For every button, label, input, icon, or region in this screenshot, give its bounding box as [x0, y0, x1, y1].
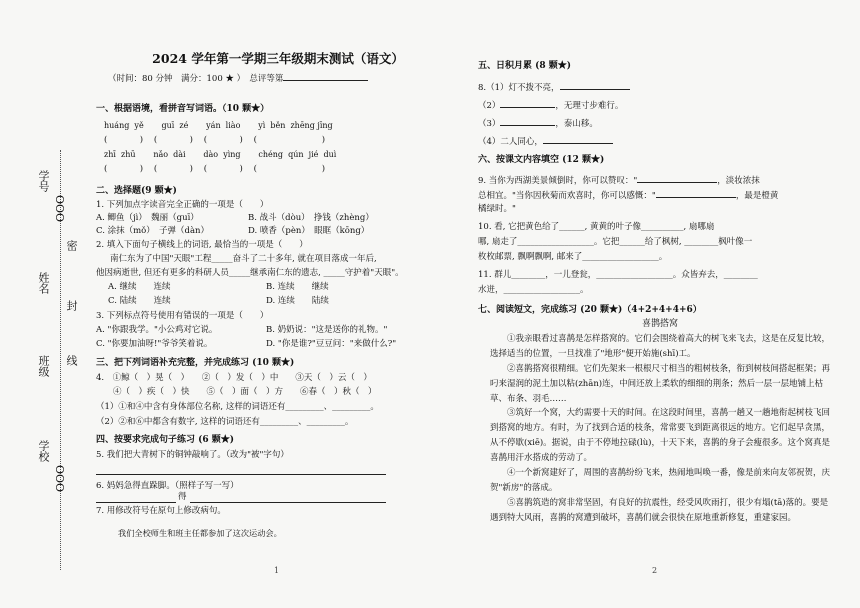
q9-line-3: 橘绿时。" — [478, 204, 516, 214]
q10-line-2[interactable]: 哪, 扇走了__________________。它把______给了枫树, ________枫叶像一 — [478, 237, 753, 247]
question-2-option-a: A. 继续 连续 — [108, 282, 171, 292]
q8-line-2-tail: ，无理寸步难行。 — [555, 101, 624, 111]
question-6-de: 得 — [178, 492, 187, 502]
passage-paragraph-5: ⑤喜鹊筑造的窝非常坚固，有良好的抗震性，经受风吹雨打，很少有塌(tā)落的。要是遇到特大风雨，喜鹊的窝遭到破坏，喜鹊们就会很快在原地重新修复，重建家园。 — [490, 497, 829, 523]
section-4-heading: 四、按要求完成句子练习 (6 颗★) — [96, 435, 235, 445]
word-exercise-1[interactable]: （1）①和④中含有身体部位名称, 这样的词语还有_________、_________。 — [96, 402, 379, 412]
answer-boxes-row-2[interactable]: ( ) ( ) ( ) ( ) — [104, 164, 326, 174]
passage-paragraph-2: ②喜鹊搭窝很精细。它们先架来一根根尺寸相当的粗树枝条，衔到树枝间搭起框架；再叼来湿润的泥土加以粘(zhān)连，中间还放上柔软的细细的荆条；然后一层一层地铺上枯草、布条、羽毛…… — [490, 363, 831, 404]
exam-meta — [108, 71, 368, 85]
q8-line-3 — [478, 116, 598, 130]
question-1: 1. 下列加点字读音完全正确的一项是（ ） — [96, 200, 269, 210]
q8-line-3-prefix: （3） — [478, 119, 501, 129]
question-7-sentence[interactable]: 我们全校师生和班主任都参加了这次运动会。 — [118, 528, 282, 538]
question-3: 3. 下列标点符号使用有错误的一项是（ ） — [96, 311, 269, 321]
question-6-answer-line-1[interactable] — [96, 502, 176, 503]
exam-meta-text: （时间：80 分钟 满分：100 ★ ） 总评等第 — [108, 74, 284, 84]
passage-paragraph-1: ①我亲眼看过喜鹊是怎样搭窝的。它们会围绕着高大的树飞来飞去，这是在反复比较，选择适当的位置，一旦找准了"地形"便开始施(shī)工。 — [490, 334, 831, 359]
q8-line-1 — [478, 80, 630, 94]
q9-line-1-text: 9. 当你为西湖美景倾倒时，你可以赞叹：" — [478, 176, 638, 186]
q9-line-2-tail: ，最是橙黄 — [735, 191, 779, 201]
section-2-heading: 二、选择题(9 颗★) — [96, 186, 177, 196]
passage-paragraph-3: ③筑好一个窝，大约需要十天的时间。在这段时间里，喜鹊一趟又一趟地衔起树枝飞回到搭窝的地方。有时，为了找到合适的枝条，常常要飞到距离很远的地方。它们起早贪黑，从不停歇(xiē)。据说，由于不停地拉碌(lù)，十天下来，喜鹊的身子会瘦很多。这个窝真是喜鹊用汗水搭成的劳动了。 — [490, 408, 831, 463]
exam-title: 2024 学年第一学期三年级期末测试（语文） — [152, 51, 404, 66]
answer-boxes-row-1[interactable]: ( ) ( ) ( ) ( ) — [104, 135, 326, 145]
q8-blank-2[interactable] — [500, 98, 555, 108]
class-label: 班级 — [37, 355, 50, 377]
page-2 — [470, 0, 850, 608]
q8-blank-3[interactable] — [500, 116, 555, 126]
question-1-option-a: A. 鲫鱼（jì） 魏丽（guī） — [96, 213, 199, 223]
q8-blank-1[interactable] — [560, 80, 630, 90]
word-completion-row-2[interactable]: ④（ ）疾（ ）快 ⑤（ ）面（ ）方 ⑥春（ ）秋（ ） — [96, 387, 377, 397]
total-grade-blank[interactable] — [283, 71, 368, 81]
question-6: 6. 妈妈急得直跺脚。（照样子写一写） — [96, 481, 239, 491]
section-3-heading: 三、把下列词语补充完整，并完成练习 (10 颗★) — [96, 358, 295, 368]
q9-line-2-text: 总相宜。"当你因秋菊而欢喜时，你可以感慨：" — [478, 191, 656, 201]
seal-mi: 密 — [65, 240, 78, 251]
section-5-heading: 五、日积月累 (8 颗★) — [478, 61, 572, 71]
question-3-option-c: C. "你要加油呀!"爷爷笑着说。 — [96, 339, 213, 349]
q8-line-2-prefix: （2） — [478, 101, 501, 111]
q8-line-4 — [478, 134, 613, 148]
q8-line-4-text: （4）二人同心， — [478, 137, 543, 147]
section-6-heading: 六、按课文内容填空 (12 颗★) — [478, 155, 605, 165]
question-1-option-b: B. 战斗（dòu） 挣钱（zhèng） — [248, 213, 374, 223]
school-label: 学校 — [37, 440, 50, 462]
seal-xian: 线 — [65, 355, 78, 366]
question-2-option-d: D. 连续 陆续 — [266, 296, 329, 306]
word-completion-row-1[interactable]: 4. ①鲸（ ）晃（ ） ②（ ）发（ ）中 ③天（ ）云（ ） — [96, 373, 372, 383]
question-2-option-c: C. 陆续 连续 — [108, 296, 171, 306]
question-3-option-a: A. "你跟我学。"小公鸡对它说。 — [96, 325, 218, 335]
reading-passage — [490, 332, 835, 525]
q9-line-2 — [478, 188, 778, 202]
word-exercise-2[interactable]: （2）②和⑥中都含有数字, 这样的词语还有_________、_________。 — [96, 417, 354, 427]
q10-line-3[interactable]: 枚枚邮票, 飘啊飘啊, 邮来了__________________。 — [478, 252, 668, 262]
q8-line-3-tail: ，泰山移。 — [555, 119, 598, 129]
question-5-answer-line[interactable] — [96, 474, 386, 475]
section-7-heading: 七、阅读短文，完成练习 (20 颗★)（4+2+4+4+6） — [478, 305, 702, 315]
q8-line-1-text: 8.（1）灯不拨不亮， — [478, 83, 560, 93]
question-1-option-c: C. 涂抹（mǒ） 子弹（dàn） — [96, 226, 210, 236]
q8-blank-4[interactable] — [543, 134, 613, 144]
pinyin-row-1: huáng yě guī zé yán liào yì běn zhēng jīng — [104, 121, 333, 130]
page-number-2: 2 — [652, 566, 658, 575]
student-number-label: 学号 — [37, 170, 50, 192]
student-number-dots: OOO — [53, 195, 66, 223]
q11-line-1[interactable]: 11. 群儿________，一儿登瓮，__________________。众皆弃去，________ — [478, 270, 758, 280]
seal-feng: 封 — [65, 300, 78, 311]
q9-line-1 — [478, 173, 760, 187]
question-6-answer-line-2[interactable] — [190, 502, 386, 503]
school-dots: OOO — [53, 465, 66, 493]
page-1 — [88, 0, 468, 608]
section-1-heading: 一、根据语境，看拼音写词语。（10 颗★） — [96, 104, 270, 114]
question-5: 5. 我们把大青树下的铜钟敲响了。（改为"被"字句） — [96, 450, 289, 460]
question-2: 2. 填入下面句子横线上的词语, 最恰当的一项是（ ） — [96, 240, 308, 250]
q10-line-1[interactable]: 10. 看, 它把黄色给了______, 黄黄的叶子像__________, 扇哪扇 — [478, 222, 715, 232]
passage-paragraph-4: ④一个新窝建好了，周围的喜鹊纷纷飞来，热闹地叫唤一番，像是前来向友邻祝贺，庆贺"新房"的落成。 — [490, 467, 831, 493]
student-name-label: 姓名 — [37, 272, 50, 294]
q9-blank-2[interactable] — [656, 188, 736, 198]
question-1-option-d: D. 喷香（pèn） 眼眶（kōng） — [248, 226, 370, 236]
question-7: 7. 用修改符号在原句上修改病句。 — [96, 506, 226, 516]
question-2-option-b: B. 连续 继续 — [266, 282, 329, 292]
q11-line-2[interactable]: 水迸，__________________。 — [478, 285, 589, 295]
pinyin-row-2: zhī zhū nǎo dài dào yìng chéng qún jié duì — [104, 150, 337, 159]
question-2-text-1: 南仁东为了中国"天眼"工程_____奋斗了二十多年, 就在项目落成一年后, — [110, 254, 377, 264]
question-3-option-d: D. "你是谁?"豆豆问："来做什么?" — [266, 339, 397, 349]
q9-blank-1[interactable] — [637, 173, 717, 183]
story-title: 喜鹊搭窝 — [641, 319, 678, 329]
binding-margin — [0, 0, 88, 608]
q9-line-1-tail: ，淡妆浓抹 — [717, 176, 760, 186]
page-number-1: 1 — [274, 566, 280, 575]
question-2-text-2: 他因病逝世, 但还有更多的科研人员_____继承南仁东的遗志, _____守护着"天眼"。 — [96, 268, 404, 278]
question-3-option-b: B. 奶奶说："这是送你的礼物。" — [266, 325, 388, 335]
q8-line-2 — [478, 98, 623, 112]
